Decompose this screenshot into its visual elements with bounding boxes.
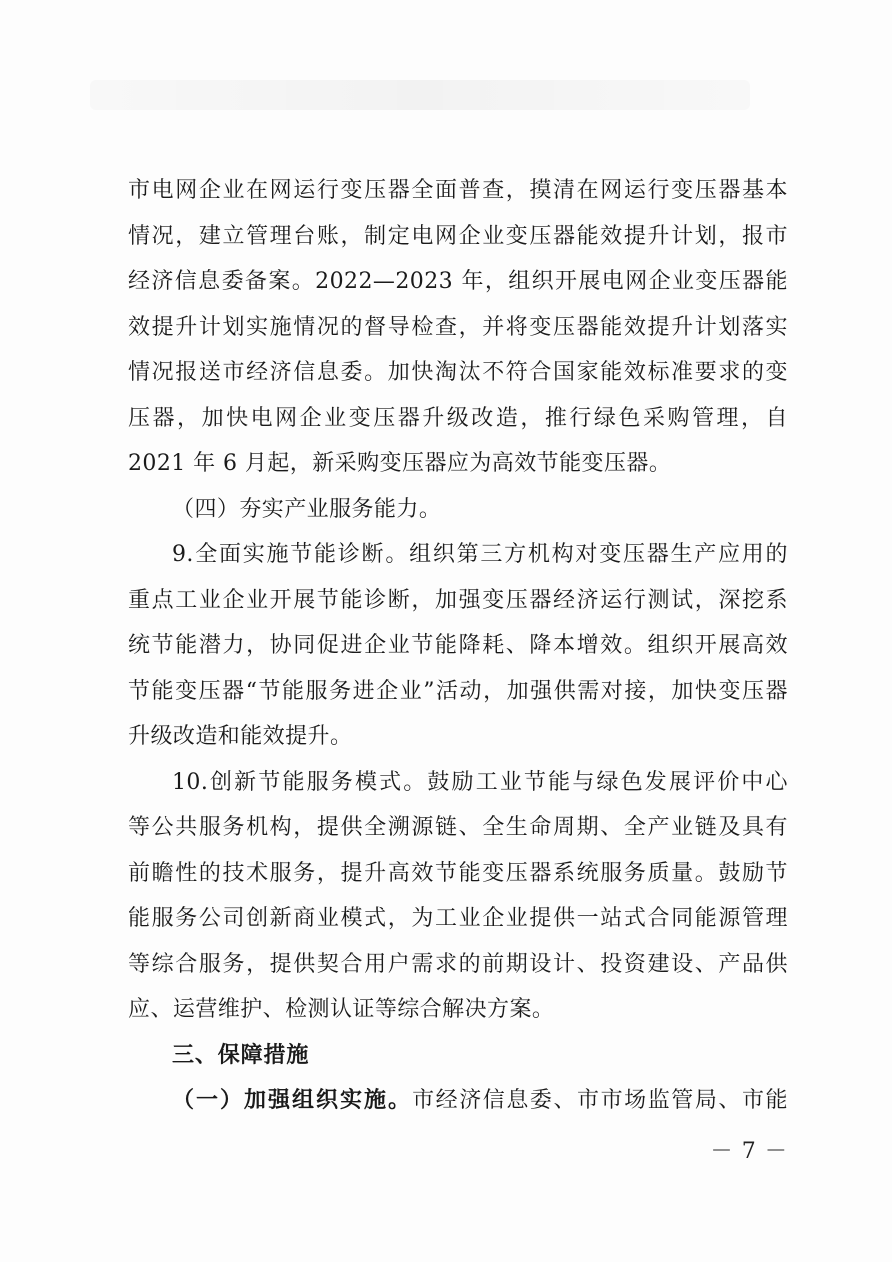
paragraph-energy-diagnosis [128,532,788,760]
text-line: 2021 年 6 月起，新采购变压器应为高效节能变压器。 [128,451,672,476]
text-line: 统节能潜力，协同促进企业节能降耗、降本增效。组织开展高效 [128,633,788,658]
text-line: 压器，加快电网企业变压器升级改造，推行绿色采购管理，自 [128,405,788,431]
text-line: 等公共服务机构，提供全溯源链、全生命周期、全产业链及具有 [128,815,788,840]
text-line: 效提升计划实施情况的督导检查，并将变压器能效提升计划落实 [128,314,788,340]
text-line: 10.创新节能服务模式。鼓励工业节能与绿色发展评价中心 [172,769,788,795]
subsection-text: 市经济信息委、市市场监管局、市能 [412,1088,788,1113]
paragraph-organization [128,1078,788,1124]
text-line: 情况，建立管理台账，制定电网企业变压器能效提升计划，报市 [128,223,788,249]
text-line: 等综合服务，提供契合用户需求的前期设计、投资建设、产品供 [128,951,788,977]
section-heading-3: 三、保障措施 [172,1042,310,1068]
text-line: 经济信息委备案。2022—2023 年，组织开展电网企业变压器能 [128,269,788,294]
text-line: 升级改造和能效提升。 [128,724,353,749]
text-line: 情况报送市经济信息委。加快淘汰不符合国家能效标准要求的变 [128,360,788,385]
subsection-lead: （一）加强组织实施。 [172,1088,413,1113]
page-number: － 7 － [710,1139,788,1164]
section-heading-4: （四）夯实产业服务能力。 [172,496,442,522]
text-line: 9.全面实施节能诊断。组织第三方机构对变压器生产应用的 [172,542,788,567]
text-line: 节能变压器“节能服务进企业”活动，加强供需对接，加快变压器 [128,678,788,704]
paragraph-grid-transformer [128,168,788,487]
text-line: 重点工业企业开展节能诊断，加强变压器经济运行测试，深挖系 [128,587,788,613]
text-line: 能服务公司创新商业模式，为工业企业提供一站式合同能源管理 [128,906,788,931]
paragraph-service-model [128,760,788,1033]
scan-shadow [90,80,750,110]
text-line: 应、运营维护、检测认证等综合解决方案。 [128,997,555,1022]
text-line: 市电网企业在网运行变压器全面普查，摸清在网运行变压器基本 [128,178,788,203]
text-line: 前瞻性的技术服务，提升高效节能变压器系统服务质量。鼓励节 [128,860,788,886]
document-body [128,168,788,1124]
